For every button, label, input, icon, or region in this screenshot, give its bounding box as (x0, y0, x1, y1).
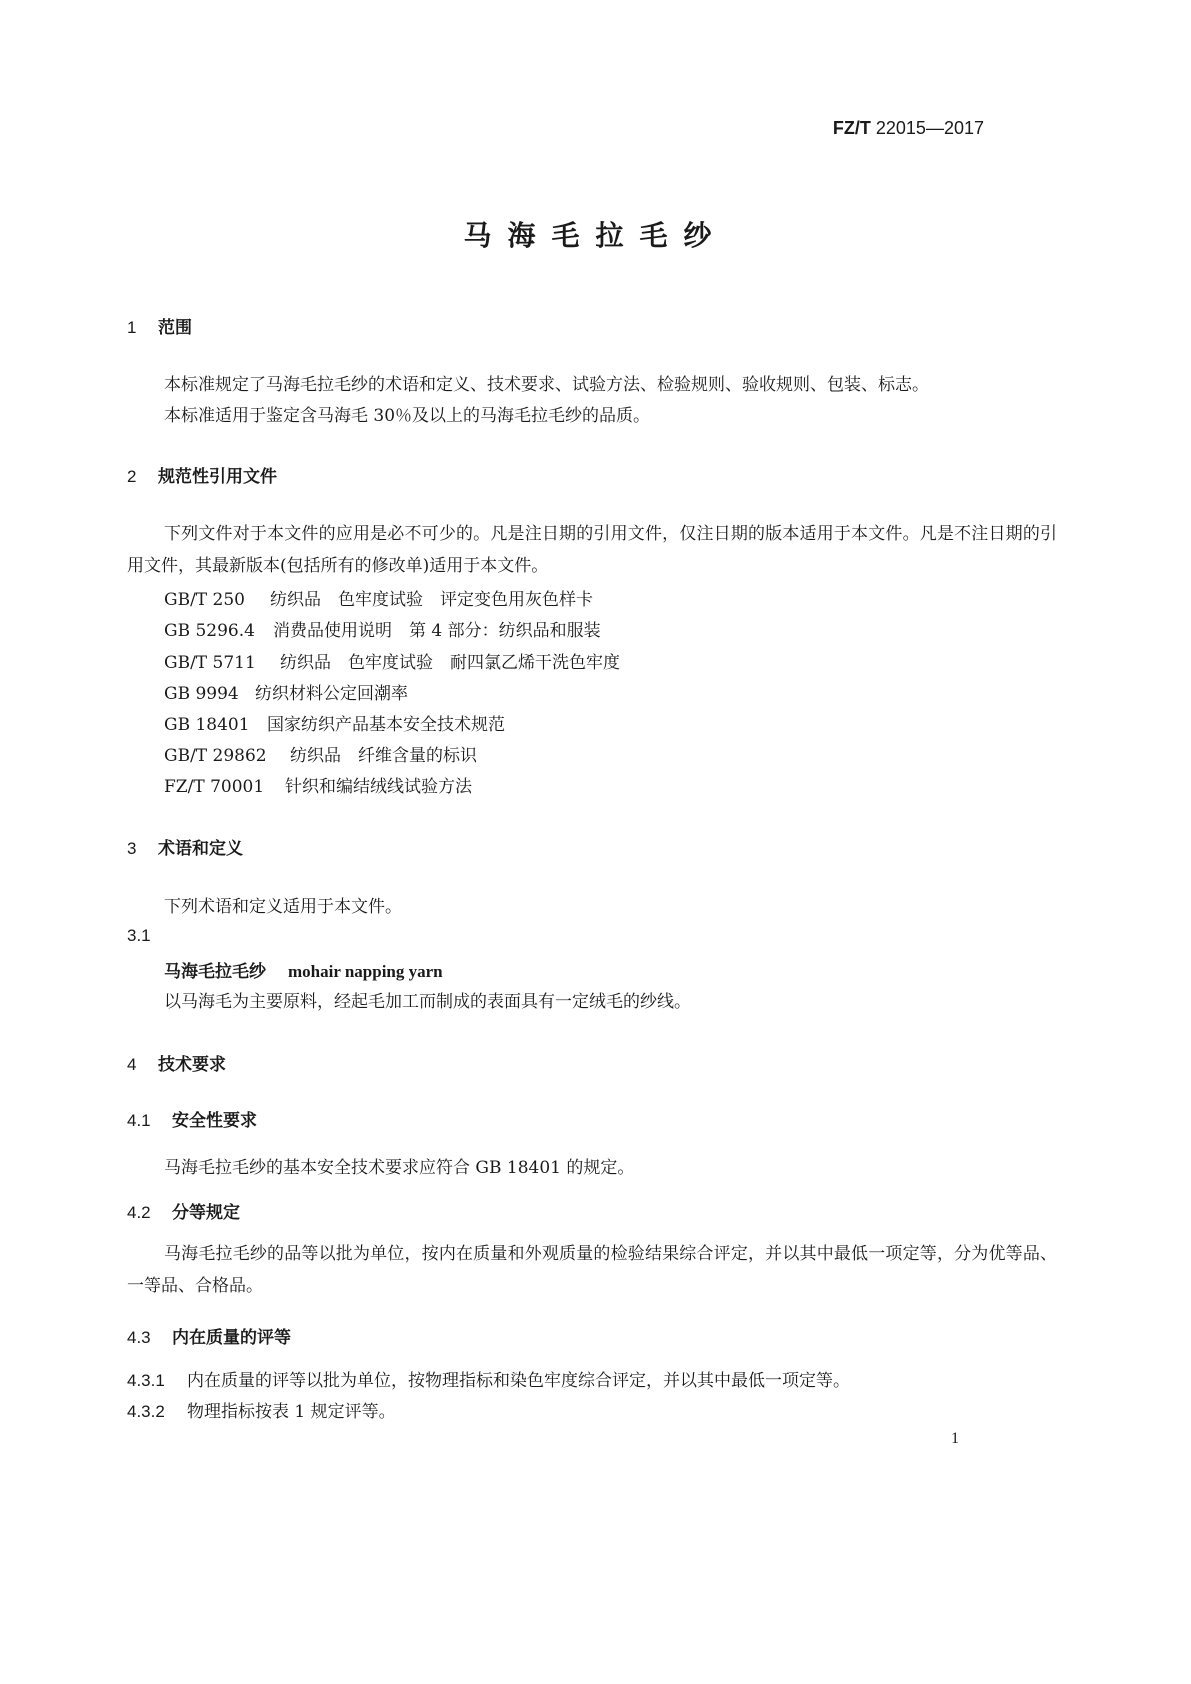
term-english: mohair napping yarn (288, 962, 443, 981)
paragraph: 下列文件对于本文件的应用是必不可少的。凡是注日期的引用文件，仅注日期的版本适用于本文件。凡是不注日期的引用文件，其最新版本(包括所有的修改单)适用于本文件。 (127, 524, 1057, 576)
document-title: 马海毛拉毛纱 (463, 219, 728, 252)
reference-code: GB/T 29862 (164, 746, 267, 766)
clause-text: 内在质量的评等以批为单位，按物理指标和染色牢度综合评定，并以其中最低一项定等。 (187, 1371, 850, 1391)
section-number: 4.1 (127, 1111, 151, 1130)
section-title: 规范性引用文件 (158, 467, 277, 487)
term-number: 3.1 (127, 926, 151, 945)
reference-code: GB 9994 (164, 684, 239, 704)
section-number: 1 (127, 318, 137, 337)
section-4-1-heading (127, 1106, 257, 1131)
section-number: 3 (127, 839, 137, 858)
term-heading (164, 957, 443, 982)
section-number: 2 (127, 467, 137, 486)
clause-number: 4.3.1 (127, 1371, 165, 1390)
section-title: 安全性要求 (172, 1111, 257, 1131)
reference-title: 国家纺织产品基本安全技术规范 (267, 715, 505, 735)
section-number: 4.2 (127, 1203, 151, 1222)
reference-item (164, 585, 593, 610)
reference-item (164, 741, 477, 766)
standard-code (833, 118, 984, 139)
reference-item (164, 679, 408, 704)
section-4-2-heading (127, 1198, 240, 1223)
paragraph: 下列术语和定义适用于本文件。 (164, 897, 402, 917)
reference-code: GB 5296.4 (164, 621, 255, 641)
section-title: 分等规定 (172, 1203, 240, 1223)
reference-code: GB 18401 (164, 715, 250, 735)
reference-title: 纺织品 色牢度试验 耐四氯乙烯干洗色牢度 (280, 653, 620, 673)
section-title: 内在质量的评等 (172, 1328, 291, 1348)
clause-number: 4.3.2 (127, 1402, 165, 1421)
reference-title: 纺织材料公定回潮率 (255, 684, 408, 704)
section-title: 范围 (158, 318, 192, 338)
clause-text: 物理指标按表 1 规定评等。 (187, 1402, 396, 1422)
reference-item (164, 648, 620, 673)
reference-title: 针织和编结绒线试验方法 (285, 777, 472, 797)
reference-code: GB/T 250 (164, 590, 245, 610)
section-3-heading (127, 834, 243, 859)
standard-code-number: 22015—2017 (875, 118, 984, 138)
section-4-heading (127, 1050, 226, 1075)
term-chinese: 马海毛拉毛纱 (164, 962, 266, 982)
section-number: 4.3 (127, 1328, 151, 1347)
term-definition: 以马海毛为主要原料，经起毛加工而制成的表面具有一定绒毛的纱线。 (164, 992, 691, 1012)
section-2-heading (127, 462, 277, 487)
reference-code: FZ/T 70001 (164, 777, 265, 797)
paragraph: 马海毛拉毛纱的品等以批为单位，按内在质量和外观质量的检验结果综合评定，并以其中最低一项定等，分为优等品、一等品、合格品。 (127, 1244, 1057, 1296)
reference-title: 纺织品 纤维含量的标识 (290, 746, 477, 766)
section-1-heading (127, 313, 192, 338)
paragraph: 本标准适用于鉴定含马海毛 30％及以上的马海毛拉毛纱的品质。 (164, 406, 651, 426)
reference-item (164, 710, 505, 735)
reference-code: GB/T 5711 (164, 653, 256, 673)
section-number: 4 (127, 1055, 137, 1074)
clause-item (127, 1366, 850, 1391)
page-number: 1 (951, 1430, 959, 1447)
reference-title: 消费品使用说明 第 4 部分：纺织品和服装 (273, 621, 601, 641)
reference-title: 纺织品 色牢度试验 评定变色用灰色样卡 (270, 590, 593, 610)
reference-item (164, 772, 472, 797)
clause-item (127, 1397, 396, 1422)
standard-code-prefix: FZ/T (832, 118, 871, 138)
section-title: 术语和定义 (158, 839, 243, 859)
paragraph: 马海毛拉毛纱的基本安全技术要求应符合 GB 18401 的规定。 (164, 1158, 635, 1178)
section-title: 技术要求 (158, 1055, 226, 1075)
section-4-3-heading (127, 1323, 291, 1348)
reference-item (164, 616, 601, 641)
paragraph: 本标准规定了马海毛拉毛纱的术语和定义、技术要求、试验方法、检验规则、验收规则、包装、标志。 (164, 375, 929, 395)
